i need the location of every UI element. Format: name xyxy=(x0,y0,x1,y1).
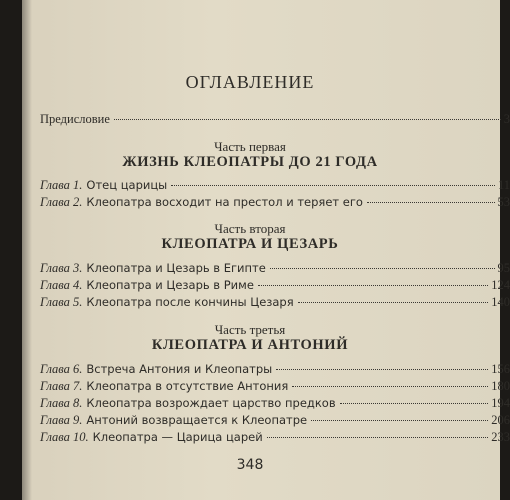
chapter-page: 180 xyxy=(491,379,510,393)
chapter-number: Глава 7. xyxy=(40,379,83,393)
chapter-title: Клеопатра после кончины Цезаря xyxy=(86,295,294,309)
toc-entry-page: 3 xyxy=(503,112,510,126)
toc-entry-title: Предисловие xyxy=(40,112,110,126)
chapter-page: 53 xyxy=(497,195,510,209)
part-label: Часть третья xyxy=(214,322,286,337)
chapter-page: 194 xyxy=(491,396,510,410)
leader-dots xyxy=(114,119,501,120)
toc-title: ОГЛАВЛЕНИЕ xyxy=(185,72,315,92)
chapter-title: Отец царицы xyxy=(86,178,168,192)
chapter-number: Глава 3. xyxy=(40,261,83,275)
chapter-number: Глава 1. xyxy=(40,178,83,192)
toc-entry xyxy=(40,379,510,395)
toc-entry xyxy=(40,413,510,429)
toc-entry xyxy=(40,178,510,194)
chapter-number: Глава 8. xyxy=(40,396,83,410)
leader-dots xyxy=(367,202,495,203)
chapter-page: 95 xyxy=(497,261,510,275)
chapter-title: Клеопатра в отсутствие Антония xyxy=(86,379,289,393)
chapter-page: 11 xyxy=(497,178,510,192)
leader-dots xyxy=(340,403,489,404)
part-label: Часть вторая xyxy=(214,221,286,236)
toc-entry xyxy=(40,430,510,446)
chapter-page: 156 xyxy=(491,362,510,376)
part-title: КЛЕОПАТРА И АНТОНИЙ xyxy=(151,337,349,353)
toc-entry xyxy=(40,295,510,311)
chapter-page: 124 xyxy=(491,278,510,292)
part-title: КЛЕОПАТРА И ЦЕЗАРЬ xyxy=(161,236,339,252)
part-title: ЖИЗНЬ КЛЕОПАТРЫ ДО 21 ГОДА xyxy=(122,154,378,170)
leader-dots xyxy=(267,437,489,438)
chapter-title: Клеопатра и Цезарь в Египте xyxy=(86,261,266,275)
chapter-page: 233 xyxy=(491,430,510,444)
toc-entry xyxy=(40,278,510,294)
toc-entry xyxy=(40,261,510,277)
part-label: Часть первая xyxy=(214,139,286,154)
page-number: 348 xyxy=(236,457,264,473)
chapter-number: Глава 4. xyxy=(40,278,83,292)
leader-dots xyxy=(292,386,488,387)
leader-dots xyxy=(311,420,488,421)
chapter-title: Клеопатра и Цезарь в Риме xyxy=(86,278,254,292)
leader-dots xyxy=(171,185,495,186)
leader-dots xyxy=(258,285,488,286)
toc-entry xyxy=(40,396,510,412)
leader-dots xyxy=(276,369,488,370)
leader-dots xyxy=(298,302,489,303)
chapter-page: 140 xyxy=(491,295,510,309)
chapter-page: 206 xyxy=(491,413,510,427)
chapter-number: Глава 10. xyxy=(40,430,89,444)
toc-entry xyxy=(40,195,510,211)
chapter-number: Глава 2. xyxy=(40,195,83,209)
chapter-title: Антоний возвращается к Клеопатре xyxy=(86,413,308,427)
chapter-number: Глава 9. xyxy=(40,413,83,427)
chapter-title: Встреча Антония и Клеопатры xyxy=(86,362,273,376)
toc-entry-preface xyxy=(40,112,510,128)
chapter-number: Глава 5. xyxy=(40,295,83,309)
leader-dots xyxy=(270,268,495,269)
toc-entry xyxy=(40,362,510,378)
chapter-title: Клеопатра восходит на престол и теряет его xyxy=(86,195,363,209)
chapter-number: Глава 6. xyxy=(40,362,83,376)
chapter-title: Клеопатра возрождает царство предков xyxy=(86,396,336,410)
chapter-title: Клеопатра — Царица царей xyxy=(92,430,263,444)
